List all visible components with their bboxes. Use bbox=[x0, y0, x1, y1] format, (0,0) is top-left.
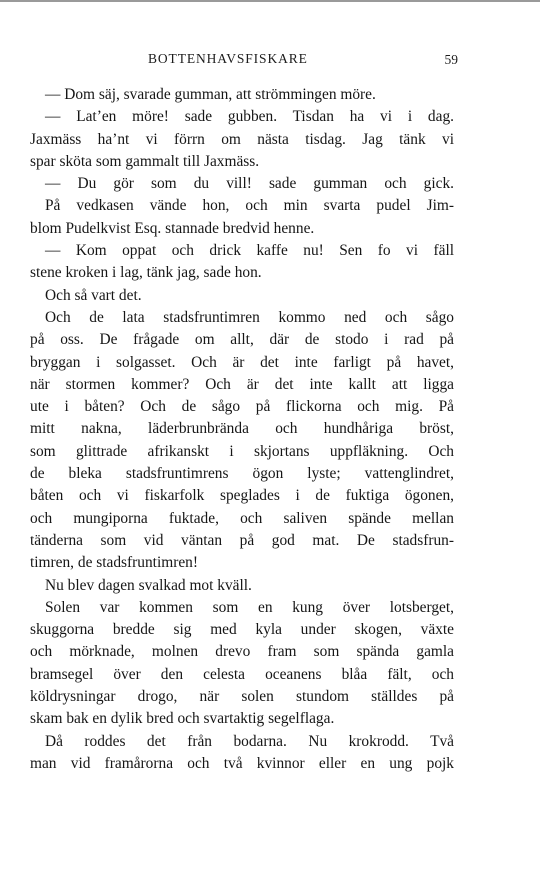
text-line: man vid framårorna och två kvinnor eller en ung pojk bbox=[30, 754, 454, 772]
page-number: 59 bbox=[444, 52, 458, 67]
text-line: Och så vart det. bbox=[45, 286, 142, 304]
text-line: Nu blev dagen svalkad mot kväll. bbox=[45, 576, 252, 594]
text-line: de bleka stadsfruntimrens ögon lyste; vattenglindret, bbox=[30, 465, 454, 483]
text-line: bramsegel över den celesta oceanens blåa fält, och bbox=[30, 665, 454, 683]
text-line: Och de lata stadsfruntimren kommo ned och sågo bbox=[45, 308, 454, 326]
text-line: skuggorna bredde sig med kyla under skogen, växte bbox=[30, 621, 454, 639]
text-line: Då roddes det från bodarna. Nu krokrodd. Två bbox=[45, 732, 454, 750]
text-line: Jaxmäss ha’nt vi förrn om nästa tisdag. Jag tänk vi bbox=[30, 130, 454, 148]
page-header bbox=[0, 51, 540, 73]
text-line: spar sköta som gammalt till Jaxmäss. bbox=[30, 152, 260, 170]
running-title: BOTTENHAVSFISKARE bbox=[148, 51, 308, 66]
text-line: när stormen kommer? Och är det inte kallt att ligga bbox=[30, 375, 454, 393]
text-line: köldrysningar drogo, när solen stundom ställdes på bbox=[30, 688, 454, 706]
text-line: bryggan i solgasset. Och är det inte farligt på havet, bbox=[30, 353, 454, 371]
text-line: och mörknade, molnen drevo fram som spända gamla bbox=[30, 643, 454, 661]
text-line: blom Pudelkvist Esq. stannade bredvid henne. bbox=[30, 219, 315, 237]
text-line: som glittrade afrikanskt i skjortans uppfläkning. Och bbox=[30, 442, 454, 460]
text-line: på oss. De frågade om allt, där de stodo i rad på bbox=[30, 331, 454, 349]
text-line: ute i båten? Och de sågo på flickorna och mig. På bbox=[30, 398, 454, 416]
text-line: timren, de stadsfruntimren! bbox=[30, 554, 198, 572]
body-text bbox=[30, 84, 454, 775]
text-line: På vedkasen vände hon, och min svarta pudel Jim- bbox=[45, 197, 454, 215]
text-line: stene kroken i lag, tänk jag, sade hon. bbox=[30, 264, 262, 282]
text-line: båten och vi fiskarfolk speglades i de fuktiga ögonen, bbox=[30, 487, 454, 505]
text-line: mitt nakna, läderbrunbrända och hundhåriga bröst, bbox=[30, 420, 454, 438]
text-line: — Dom säj, svarade gumman, att strömmingen möre. bbox=[45, 86, 376, 103]
text-line: skam bak en dylik bred och svartaktig segelflaga. bbox=[30, 710, 335, 728]
page-top-edge bbox=[0, 0, 540, 2]
text-line: — Du gör som du vill! sade gumman och gick. bbox=[45, 175, 454, 193]
text-line: och mungiporna fuktade, och saliven spände mellan bbox=[30, 509, 454, 527]
text-line: — Kom oppat och drick kaffe nu! Sen fo vi fäll bbox=[45, 242, 454, 260]
text-line: tänderna som vid väntan på god mat. De stadsfrun- bbox=[30, 531, 454, 549]
text-line: Solen var kommen som en kung över lotsberget, bbox=[45, 598, 454, 616]
text-line: — Lat’en möre! sade gubben. Tisdan ha vi i dag. bbox=[45, 108, 454, 126]
